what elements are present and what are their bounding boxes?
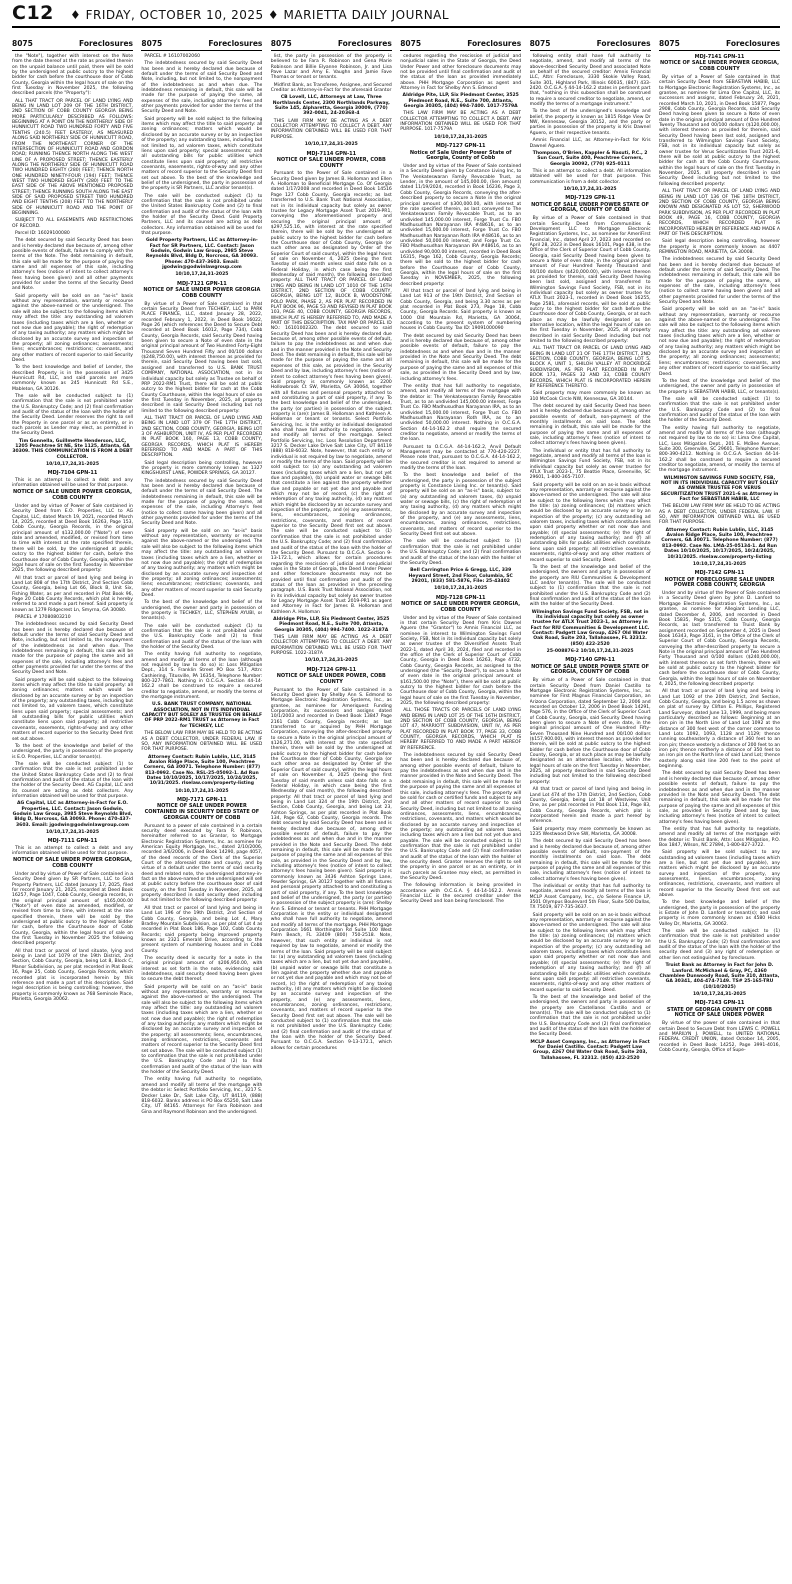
- classification-header: [530, 38, 651, 51]
- notice-signature: AG Capital, LLC as Attorney-in-Fact for E.O. Properties, LLC. Contact: Jason Godwin, Godwin Law Group, 3985 Steve Reynolds Blvd, Bldg D, Norcross, GA 30093. Phone: 470-437-3603. Email: jgodwin@godwinlawgroup.com: [12, 801, 133, 828]
- notice-paragraph: Said legal description being controlling, however the property is more commonly known as 4407 REMINGTON ROAD, MARIETTA, GA 30008.: [659, 239, 780, 255]
- notice-heading: STATE OF GEORGIA COUNTY OF COBB NOTICE OF SALE UNDER POWER: [666, 1006, 773, 1019]
- notice-paragraph: The indebtedness secured by said Security Deed has been and is hereby declared due because of default under the terms of said Security Deed and Note, including, but not limited to, the nonpayment of the indebtedness as and when due. The indebtedness remaining in default, this sale will be made for the purpose of paying the same, all expenses of the sale, including attorney's fees and other payments provided for under the terms of the Security Deed and Note.: [141, 61, 263, 115]
- notice-paragraph: Said property may more commonly be known as 1235 Westwood Drive SW, Marietta, GA 30008.: [529, 826, 651, 837]
- notice-paragraph: ALL THAT TRACT OR PARCEL OF LAND LYING AND BEING IN LAND LOT 21 OF THE 17TH DISTRICT, 2ND SECTION, COBB COUNTY, GEORGIA, BEING LOT 5, BLOCK A, UNIT 1, SHILOH VALLEY AT ROCKRIDGE SUBDIVISION, AS PER PLAT RECORDED IN PLAT BOOK 173, PAGES 32 AND 33, COBB COUNTY RECORDS, WHICH PLAT IS INCORPORATED HEREIN BY REFERENCE THERETO.: [529, 346, 651, 389]
- notice-heading: NOTICE OF SALE UNDER POWER CONTAINED IN SECURITY DEED STATE OF GEORGIA COUNTY OF COBB: [144, 803, 260, 821]
- notice-paragraph: The sale will be conducted subject (1) to confirmation that the sale is not prohibited under the U.S. Bankruptcy Code and (2) to final confirmation and audit of the status of the loan with the holder of the Security Deed.: [141, 623, 263, 650]
- notice-paragraph: Midfirst Bank, as Transferee, Assignee, and Secured Creditor as Attorney-in-Fact for the aforesaid Grantor: [270, 82, 392, 94]
- notice-paragraph: All that tract or parcel of land lying and being in Land Lot 474 of the 17th District, 2nd Section, Cobb County, Georgia, being Lot 18 of Westview, Unit One, as per plat recorded in Plat Book 114, Page 83, Cobb County, Georgia Records, which plat is incorporated herein and made a part hereof by reference.: [529, 787, 651, 825]
- notice-paragraph: THIS LAW FIRM MAY BE ACTING AS A DEBT COLLECTOR ATTEMPTING TO COLLECT A DEBT. ANY INFORMATION OBTAINED WILL BE USED FOR THAT PURPOSE.: [270, 118, 392, 140]
- notice-signature: Gold Property Partners, LLC as Attorney-in-Fact for SR Partners, LLC. Contact: Jason Godwin, Godwin Law Group, 2985 Steve Reynolds Blvd, Bldg D, Norcross, GA 30093. Phone: 470-437-3603. Email: jgodwin@godwinlawgroup.com: [145, 238, 258, 271]
- notice-paragraph: SUBJECT TO ALL EASEMENTS AND RESTRICTIONS OF RECORD.: [12, 218, 133, 229]
- notice-paragraph: ALL THAT TRACT OR PARCEL OF LAND LYING AND BEING IN LAND LOT 136 OF THE 18TH DISTRICT, 2ND SECTION OF COBB COUNTY, GEORGIA BEING KNOWN AND DESIGNATED AS LOT 52, SHERWOOD PARK SUBDIVISION, AS PER PLAT RECORDED IN PLAT BOOK 49, PAGE 16, COBB COUNTY, GEORGIA RECORDS, WHICH RECORDED PLAT IS INCORPORATED HEREIN BY REFERENCE AND MADE A PART OF THIS DESCRIPTION.: [659, 189, 780, 237]
- notice-paragraph: Pursuant to the Power of Sale contained in a Security Deed given by James B. Holloman and Ellen A. Holloman to Beneficial Mortgage Co. Of Georgia dated 1/17/2008 and recorded in Deed Book 14516 Page 127 Cobb County, Georgia records; as last transferred to U.S. Bank Trust National Association, not in its individual capacity but solely as owner trustee for Legacy Mortgage Asset Trust 2019-PR1, conveying the aforementioned property and securing the original principal amount of $297,525.16, with interest at the rate specified therein, there will be sold by the undersigned at public outcry to the highest bidder for cash before the Courthouse door of Cobb County, Georgia (or such other area as designated by Order of the Superior Court of said county), within the legal hours of sale on November 4, 2025 (being the first Tuesday of said month unless said date falls on a Federal Holiday, in which case being the first Wednesday of said month), the following described property: ALL THAT TRACT OR PARCEL OF LAND LYING AND BEING IN LAND LOT 1010 OF THE 16TH DISTRICT, 2ND SECTION OF COBB COUNTY, GEORGIA, BEING LOT 12, BLOCK B, WOODSTONE POLO PARK, PHASE 2, AS PER PLAT RECORDED IN PLAT BOOK 96, PAGE 53 AND REVISED IN PLAT BOOK 103, PAGE 40, COBB COUNTY, GEORGIA RECORDS, WHICH PLAT IS HEREBY REFERRED TO, AND MADE A PART OF THIS DESCRIPTION. TAX MAP OR PARCEL ID NO.: 16101002320. The debt secured to said Security Deed has been and is hereby declared due because of, among other possible events of default, failure to pay the indebtedness as and when due and in the manner provided in the Note and Security Deed. The debt remaining in default, this sale will be made for the purpose of paying the same and all expenses of this sale, as provided in the Security Deed and by law, including attorney's fees (notice of intent to collect attorney's fees having been given). Said property is commonly known as 2200 Hollowbrook Ct SW, Marietta, GA 30064, together with all fixtures and personal property attached to and constituting a part of said property, if any. To the best knowledge and belief of the undersigned, the party (or parties) in possession of the subject property is (are): James B. Holloman and Kathleen A. Holloman or tenant or tenants. Select Portfolio Servicing, Inc. is the entity or individual designated who shall have full authority to negotiate, amend and modify all terms of the mortgage. Select Portfolio Servicing, Inc. Loss Resolution Department 3217 S. Decker Lake Drive Salt Lake City, UT 84119 (888) 818-6032. Note, however, that such entity or individual is not required by law to negotiate, amend or modify the terms of the loan. Said property will be sold subject to: (a) any outstanding ad valorem taxes (including taxes which are a lien, but not yet due and payable), (b) unpaid water or sewage bills that constitute a lien against the property whether due and payable or not yet due and payable and which may not be of record, (c) the right of redemption of any taxing authority, (d) any matters which might be disclosed by an accurate survey and inspection of the property, and (e) any assessments, liens, encumbrances, zoning ordinances, restrictions, covenants, and matters of record superior to the Security Deed first set out above. The sale will be conducted subject to (1) confirmation that the sale is not prohibited under the U.S. Bankruptcy Code; and (2) final confirmation and audit of the status of the loan with the holder of the Security Deed. Pursuant to O.C.G.A. Section 9-13-172.1, which allows for certain procedures regarding the rescission of judicial and nonjudicial sales in the State of Georgia, the Deed Under Power and other foreclosure documents may not be provided until final confirmation and audit of the status of the loan as provided in the preceding paragraph. U.S. Bank Trust National Association, not in its individual capacity but solely as owner trustee for Legacy Mortgage Asset Trust 2019-PR1 as agent and Attorney in Fact for James B. Holloman and Kathleen A. Holloman: [270, 171, 392, 615]
- notice-paragraph: The sale will be conducted subject (1) to confirmation that the sale is not prohibited under the U.S. Bankruptcy Code and (2) to final confirmation and audit of the status of the loan with the holder of the Security Deed.: [659, 396, 780, 424]
- notice-column: [141, 38, 262, 1572]
- notice-column: [659, 38, 780, 1572]
- notice-paragraph: To the best of the knowledge and belief of the undersigned, the owner and party in possession of the property is TECHKEY, LLC, STEPHEN AYUBI, or tenants(s).: [141, 600, 263, 622]
- notice-column: [400, 38, 521, 1572]
- date-line: ♦ FRIDAY, OCTOBER 10, 2025 ♦ MARIETTA DAILY JOURNAL: [70, 8, 450, 22]
- notice-id: MDJ-7121 GPN-11: [177, 280, 227, 287]
- notice-id: MDJ-7129 GPN-11: [565, 195, 615, 202]
- notice-paragraph: Pursuant to the Power of Sale contained in a Security Deed given by Shelby Ann S. Edmond to Mortgage Electronic Registration Systems, Inc., as grantee, as nominee for Ameriquest Funding Corporation, its successors and assigns dated 10/1/2003 and recorded in Deed Book 13847 Page 2161 Cobb County, Georgia records; as last transferred to or acquired by PHH Mortgage Corporation, conveying the after-described property to secure a Note in the original principal amount of $126,271.00, with interest at the rate specified therein, there will be sold by the undersigned at public outcry to the highest bidder for cash before the Courthouse door of Cobb County, Georgia (or such other area as designated by Order of the Superior Court of said county), within the legal hours of sale on November 4, 2025 (being the first Tuesday of said month unless said date falls on a Federal Holiday, in which case being the first Wednesday of said month), the following described property: All that tract or parcel of land lying and being in Land Lot 324 of the 19th District, 2nd Section, Cobb County, Georgia, and being Lot 23, Ashton Springs, as per plat recorded in Plat Book 134, Page 62, Cobb County, Georgia records. The debt secured by said Security Deed has been and is hereby declared due because of, among other possible events of default, failure to pay the indebtedness as and when due and in the manner provided in the Note and Security Deed. The debt remaining in default, this sale will be made for the purpose of paying the same and all expenses of this sale, as provided in the Security Deed and by law, including attorney's fees (notice of intent to collect attorney's fees having been given). Said property is commonly known as 3436 Ashton Springs Lane, Powder Springs, GA 30127 together with all fixtures and personal property attached to and constituting a part of said property, if any. To the best knowledge and belief of the undersigned, the party (or parties) in possession of the subject property is (are): Shelby Ann S. Edmond or tenant or tenants. PHH Mortgage Corporation is the entity or individual designated who shall have full authority to negotiate, amend and modify all terms of the mortgage. PHH Mortgage Corporation 1661 Worthington Rd Suite 100 West Palm Beach, FL 33409 (800) 750-2518. Note, however, that such entity or individual is not required by law to negotiate, amend or modify the terms of the loan. Said property will be sold subject to: (a) any outstanding ad valorem taxes (including taxes which are a lien, but not yet due and payable), (b) unpaid water or sewage bills that constitute a lien against the property whether due and payable or not yet due and payable and which may not be of record, (c) the right of redemption of any taxing authority, (d) any matters which might be disclosed by an accurate survey and inspection of the property, and (e) any assessments, liens, encumbrances, zoning ordinances, restrictions, covenants, and matters of record superior to the Security Deed first set out above. The sale will be conducted subject to (1) confirmation that the sale is not prohibited under the U.S. Bankruptcy Code; and (2) final confirmation and audit of the status of the loan with the holder of the Security Deed. Pursuant to O.C.G.A. Section 9-13-172.1, which allows for certain procedures: [270, 687, 392, 1051]
- notice-heading: NOTICE OF FORECLOSURE SALE UNDER POWER COBB COUNTY, GEORGIA: [664, 576, 775, 589]
- notice-heading: NOTICE OF SALE UNDER POWER, COBB COUNTY: [276, 673, 386, 685]
- notice-paragraph: list, the party in possession of the property is believed to be Fara R. Robinson and Gena Marie Robinson and Billie Elyanne Robinson, Jr. and Lisa Pave Lazar and Amy E. Vaughn and Jamie Fave Thomas or tenant or tenants.: [270, 54, 392, 81]
- notice-signature: Aldridge Pite, LLP, Six Piedmont Center, 3525 Piedmont Road, N.E., Suite 700, Atlanta, Georgia 30305, (404) 994-7400. 1017-7579A: [402, 93, 519, 110]
- notice-text: [12, 54, 133, 1002]
- run-dates: 10/10,17,24,31-2025: [45, 830, 100, 835]
- notice-paragraph: The entity having full authority to negotiate, amend and modify all terms of the mortgage with the debtor is: Select Portfolio Servicing, Inc., 3217 S. Decker Lake Dr., Salt Lake City, UT 84119, (888) 818-6032. Banks address is PO Box 65250, Salt Lake City, UT 84165. Attorneys for Fara Robinson and Gina and Raymond Robinson and the undersigned.: [141, 1077, 263, 1115]
- notice-column: [12, 38, 133, 1572]
- notice-paragraph: Said property will be sold subject to the following items which may affect the title to said property: all zoning ordinances; matters which would be disclosed by an accurate survey or by an inspection of the property; any outstanding taxes, including but not limited to, ad valorem taxes, which constitute liens upon said property; special assessments; and all outstanding bills for public utilities which constitute liens upon said property; all restrictive covenants, easements, rights-of-way and any other matters of record superior to the Security Deed first set out above.: [12, 677, 133, 742]
- classification-title: Foreclosures: [726, 39, 780, 48]
- notice-paragraph: Said property will be sold on an "as-is" basis without any representation, warranty or recourse against the above-named or the undersigned. The sale will also be subject to the following items which may affect the title: any outstanding ad valorem taxes (including taxes which are a lien, whether or not now due and payable); the right of redemption of any taxing authority; any matters which might be disclosed by an accurate survey and inspection of the property; all zoning ordinances; assessments; liens; encumbrances; restrictions; covenants, and any other matters of record superior to said Security Deed.: [12, 293, 133, 363]
- notice-paragraph: The debt secured by said Security Deed has been and is hereby declared due because of, among other possible events of default, non-payment of the monthly installments on said loan. The debt remaining in default, this sale will be made for the purpose of paying the same and all expenses of sale, including attorney's fees (notice of intent to collect attorney's fees having been given).: [529, 403, 651, 447]
- notice-paragraph: To the best of the undersigned's knowledge and belief, the property is known as 1815 Ridge View Dr NW, Kennesaw, Georgia 30152, and the party or parties in possession of the property is Kris Dawnel Aguero, or their respective tenants.: [529, 109, 651, 136]
- notice-paragraph: Pursuant to a power of sale contained in a certain security deed executed by Fara R. Robinson, hereinafter referred to as Grantor, to Mortgage Electronic Registration Systems, Inc. as nominee for American Equity Mortgage, Inc., dated 2/10/2006, recorded 3/6/2006, in Deed Book 14290, page 4057, of the deed records of the Clerk of the Superior Court of the aforesaid state and county, and by virtue of a default under the terms of said security deed and related note, the undersigned attorney-in-fact on the above-named or the undersigned will sell at public outcry before the courthouse door of said county, on the first Tuesday in November, 2025, all property described in said security deed including but not limited to the following described property:: [141, 823, 263, 904]
- notice-signature: U.S. BANK TRUST COMPANY, NATIONAL ASSOCIATION, NOT IN ITS INDIVIDUAL CAPACITY BUT SOLELY AS TRUSTEE ON BEHALF OF PRP 2022-RM1 TRUST as Attorney in Fact for TECHKEY, LLC: [141, 702, 263, 729]
- run-dates: 10/10,17,24,31-2025: [304, 658, 358, 664]
- classification-number: 8075: [270, 39, 292, 48]
- notice-id: MDJ-7111 GPN-11: [47, 838, 98, 845]
- notice-paragraph: THE BELOW LAW FIRM MAY BE HELD TO BE ACTING AS A DEBT COLLECTOR, UNDER FEDERAL LAW. IF SO, ANY INFORMATION OBTAINED WILL BE USED FOR THAT PURPOSE.: [659, 504, 780, 526]
- notice-paragraph: The entity having full authority to negotiate, amend and modify all terms of the loan (although not required by law to do so) is: Loss Mitigation Dept., 314 S. Franklin Street PO Box 517, Attn: Cashiering, Titusville, PA 16354, Telephone Number: 800-327-7861. Nothing in O.C.G.A. Section 44-14-162.2 shall be construed to require a secured creditor to negotiate, amend, or modify the terms of the mortgage instrument.: [141, 652, 263, 701]
- notice-paragraph: The debt secured by said Security Deed has been and is hereby declared due because of, among other possible events of default, failure to comply with the terms of the Note. The debt remaining in default, this sale will be made for the purpose of paying the same and all expenses of this sale, including attorney's fees (notice of intent to collect attorney's fees having been given) and all other payments provided for under the terms of the Security Deed and Note.: [12, 238, 133, 292]
- notice-paragraph: All that tract or parcel of land lying and being in Land Lot 808 of the 17th District, 2nd Section Cobb County, Georgia, being Lot 66, Block B, Unit Six, Fishing Water, as per and recorded in Plat Book 96, Page 20 Cobb County Records, which plat is hereby referred to and made a part hereof. Said property is known as 1279 Ridgecrest Ln, Smyrna, GA 30080.: [12, 575, 133, 613]
- classification-number: 8075: [659, 39, 680, 48]
- notice-signature: CB Lovell, LLC, Attorneys at Law, Three Northlands Center, 2300 Northlands Parkway, Suite 145, Alpharetta, Georgia 30009, (770) 392-0041, 24-20368-4: [272, 95, 390, 117]
- notice-id: MDJ-7141 GPN-11: [694, 54, 745, 60]
- masthead: [12, 2, 780, 28]
- run-dates: 10:10,17,24,31-2025: [692, 561, 747, 567]
- run-dates: 10/10,17,24,31-2025: [434, 586, 488, 592]
- classification-header: [271, 38, 392, 51]
- notice-paragraph: This is an attempt to collect a debt. All information obtained will be used for that purpose. This communication is from a debt collector.: [529, 168, 651, 185]
- notice-signature: Attorney Contact: Rubin Lublin, LLC, 3145 Avalon Ridge Place, Suite 100, Peachtree Corners, GA 30071. Telephone Number: (877) 813-0992. Case No. RSL-25-05092-1. Ad Run Dates 10/10/2025, 10/17/2025, 10/24/2025, 10/31/2025. rlselaw.com/property-listing: [143, 754, 261, 787]
- notice-text: [141, 54, 262, 1115]
- notice-paragraph: PARCEL # 17080803210: [15, 614, 71, 620]
- notice-signature: Attorney Contact: Rubin Lublin, LLC, 3145 Avalon Ridge Place, Suite 100, Peachtree Corners, GA 30071. Telephone Number: (877) 813-0992. Case No. LMA-25-05134-1. Ad Run Dates 10/10/2025, 10/17/2025, 10/24/2025, 10/31/2025. rlselaw.com/property-listing: [661, 527, 778, 560]
- notice-paragraph: The sale will be conducted subject to (1) confirmation that the sale is not prohibited under the U.S. Bankruptcy Code; and (2) final confirmation and audit of the status of the loan with the holder of the Security Deed.: [400, 539, 522, 566]
- notice-paragraph: Said property will be sold on an as-is basis without any representation, warranty or recourse against the above-named or the undersigned. The sale will also be subject to the following items which may affect the title: (a) zoning ordinances; (b) matters which would be disclosed by an accurate survey or by an inspection of the property; (c) any outstanding ad valorem taxes, including taxes which constitute liens upon said property whether or not now due and payable; (d) special assessments; (e) the right of redemption of any taxing authority; and (f) all outstanding bills for public utilities which constitute liens upon said property; all restrictive covenants, easements, rights-of-way and any other matters of record superior to said Security Deed.: [529, 482, 651, 563]
- notice-paragraph: THE BELOW LAW FIRM MAY BE HELD TO BE ACTING AS A DEBT COLLECTOR, UNDER FEDERAL LAW. IF SO, ANY INFORMATION OBTAINED WILL BE USED FOR THAT PURPOSE.: [141, 731, 263, 753]
- classification-title: Foreclosures: [467, 39, 522, 48]
- notice-paragraph: All that tract or parcel of land lying and being in Land Lot 913 of the 19th District, 2nd Section of Cobb County, Georgia, and being 3.30 acres as per plat recorded in Plat Book 273, Page 18, Cobb County, Georgia Records. Said property is known as 1000 Old Mountain Rd, Marietta, GA 30064, according to the present system of numbering houses in Cobb County. Tax ID: 19091000090: [400, 289, 522, 332]
- notice-id: MDJ-7128 GPN-11: [435, 594, 486, 601]
- notice-heading: NOTICE OF SALE UNDER POWER GEORGIA COBB COUNTY: [143, 287, 261, 299]
- notice-id: MDJ-7114 GPN-11: [306, 150, 357, 157]
- notice-paragraph: Under and by virtue of the Power of Sale contained in a Security Deed given by John D. Lanford to Mortgage Electronic Registration Systems, Inc., as grantee, as nominee for Allegiant Lending LLC, dated December 4, 2006, and recorded in Deed Book 15835, Page 5315, Cobb County, Georgia Records, as last transferred to Truist Bank by assignment recorded on September 4, 2025 in Deed Book 16343, Page 3161, in the Office of the Clerk of Superior Court of Cobb County, Georgia Records, conveying the after-described property to secure a Note in the original principal amount of Two Hundred Forty Thousand and 0/100 dollars ($240,000.00), with interest thereon as set forth therein, there will be sold at public outcry to the highest bidder for cash before the courthouse door of Cobb County, Georgia, within the legal hours of sale on November 4, 2025, the following described property:: [659, 591, 780, 687]
- notice-paragraph: Pursuant to O.C.G.A. 44-14-162.2, Anvil Default Management may be contacted at 770-420-2227. Please note that, pursuant to O.C.G.A. 44-14-162.2, the secured creditor is not required to amend or modify the terms of the loan.: [400, 444, 522, 471]
- notice-paragraph: The sale will be conducted subject (1) to confirmation that the sale is not prohibited under the United States Bankruptcy Code and (2) to final confirmation and audit of the status of the loan with the holder of the Security Deed. AG Capital, LLC and its counsel are acting as debt collectors. Any information obtained will be used for that purpose.: [12, 761, 133, 799]
- run-dates: 25-008876-2 10/10,17,24,31-2025: [546, 649, 634, 654]
- notice-paragraph: THIS LAW FIRM MAY BE ACTING AS A DEBT COLLECTOR ATTEMPTING TO COLLECT A DEBT. ANY INFORMATION OBTAINED WILL BE USED FOR THAT PURPOSE. 1022-3187A: [270, 635, 392, 657]
- classification-number: 8075: [400, 39, 422, 48]
- classification-header: [659, 38, 780, 51]
- notice-heading: NOTICE OF SALE UNDER POWER GEORGIA, COBB COUNTY: [12, 489, 133, 502]
- notice-paragraph: This is an attempt to collect a debt and any information obtained will be used for that purpose.: [12, 477, 133, 489]
- notice-id: MDJ-7143 GPN-11: [694, 1000, 745, 1007]
- notice-paragraph: Said property will be sold on an as-is basis without any representation, warranty or recourse against the above-named or the undersigned. The sale will also be subject to the following items which may affect the title: (a) zoning ordinances; (b) matters which would be disclosed by an accurate survey or by an inspection of the property; (c) any outstanding ad valorem taxes, including taxes which constitute liens upon said property whether or not now due and payable; (d) special assessments; (e) the right of redemption of any taxing authority; and (f) all outstanding bills for public utilities which constitute liens upon said property; all restrictive covenants, easements, rights-of-way and any other matters of record superior to said Security Deed.: [529, 912, 651, 993]
- run-dates: 10/10,17,24,31-2025: [563, 186, 617, 192]
- notice-paragraph: Under and by virtue of Power of Sale contained in Security Deed from E.O. Properties, LLC to AG Capital, LLC, dated March 19, 2021, recorded March 14, 2025, recorded at Deed Book 16263, Page 153, Cobb County, Georgia Records, in the original principal amount of $132,000.00 ("Note") of even date and amended, modified, or revised from time to time with interest at the rate specified therein, there will be sold, by the undersigned at public outcry to the highest bidder for cash, before the Courthouse door of Cobb County, Georgia, within the legal hours of sale on the first Tuesday in November 2025, the following described property:: [12, 504, 133, 574]
- notice-signature: Aldridge Pite, LLP, Six Piedmont Center, 3525 Piedmont Road, N.E., Suite 700, Atlanta, Georgia 30305, (404) 994-7400. 1022-3187A: [273, 616, 390, 633]
- notice-paragraph: The debt secured by said Security Deed has been and is hereby declared due because of, among other possible events of default, failure to pay the indebtedness as and when due and in the manner provided in the Note and Security Deed. The debt remaining in default, this sale will be made for the purpose of paying the same and all expenses of this sale, as provided in the Security Deed and by law, including attorney's fees.: [400, 333, 522, 382]
- notice-paragraph: The sale will be conducted subject (1) to confirmation that the sale is not prohibited under the United States Bankruptcy Code and (2) to final confirmation and audit of the status of the loan with the holder of the Security Deed. Gold Property Partners, LLC and its counsel are acting as debt collectors. Any information obtained will be used for that purpose.: [141, 193, 263, 236]
- run-dates: 10/10,17,24,31-2025: [304, 142, 358, 148]
- classification-number: 8075: [529, 39, 551, 48]
- notice-paragraph: Said property will be sold on an "as-is" basis without any representation, warranty or recourse against the above-named or the undersigned. The sale will also be subject to the following items which may affect the title: any outstanding ad valorem taxes (including taxes which are a lien, whether or not now due and payable); the right of redemption of any taxing authority; any matters which might be disclosed by an accurate survey and inspection of the property; all zoning ordinances; assessments; liens; encumbrances; restrictions; covenants, and any other matters of record superior to said Security Deed.: [141, 528, 263, 598]
- notice-paragraph: By virtue of a Power of Sale contained in that certain Security Deed from TECHKEY, LLC to PARK PLACE FINANCE, LLC, dated January 28, 2022, recorded February 1, 2022, in Deed Book 16022, Page 26 (which references the Deed to Secure Debt recorded at Deed Book 16012, Page 734), Cobb County, Georgia Records, said Security Deed having been given to secure a Note of even date in the original principal amount of Two Hundred Forty-Eight Thousand Seven Hundred Fifty and 00/100 dollars ($248,750.00), with interest thereon as provided for therein, said Security Deed having been last sold, assigned and transferred to U.S. BANK TRUST COMPANY, NATIONAL ASSOCIATION, not in its individual capacity but solely as Trustee on behalf of PRP 2022-RM1 Trust, there will be sold at public outcry to the highest bidder for cash at the Cobb County Courthouse, within the legal hours of sale on the first Tuesday in November, 2025, all property described in said Security Deed including but not limited to the following described property:: [141, 301, 263, 414]
- notice-paragraph: PARCEL # 16107002060: [144, 54, 200, 59]
- notice-paragraph: The sale will be conducted subject to (1) confirmation that the sale is not prohibited under the U.S. Bankruptcy Code; (2) final confirmation and audit of the status of the loan with the holder of the security deed and (3) any right of redemption or other lien not extinguished by foreclosure.: [659, 929, 780, 961]
- notice-id: MDJ-7104 GPN-11: [47, 470, 98, 477]
- notice-paragraph: The debt secured by said Security Deed has been and is hereby declared due because of, among other possible events of default, non-payment of the monthly installments on said loan. The debt remaining in default, this sale will be made for the purpose of paying the same and all expenses of this sale, including attorney's fees (notice of intent to collect attorney's fees having been given).: [529, 839, 651, 882]
- notice-paragraph: ALL THAT TRACT OR PARCEL OF LAND LYING AND BEING IN LAND LOT 209 OF THE 16TH DISTRICT, 2ND SECTION OF COBB COUNTY GEORGIA BEING MORE PARTICULARLY DESCRIBED AS FOLLOWS: BEGINNING AT A POINT ON THE NORTHERLY SIDE OF HUNNICUTT ROAD TWO HUNDRED FORTY AND FIVE TENTHS (240.5) FEET EASTERLY, AS MEASURED ALONG SAID NORTHERLY SIDE OF HUNNICUTT ROAD, FROM THE NORTHEAST CORNER OF THE INTERSECTION OF HUNNICUTT ROAD AND GORDON ROAD; RUNNING THENCE NORTH ALONG THE WEST LINE OF A PROPOSED STREET; THENCE EASTERLY ALONG THE NORTHERLY SIDE OF HUNNICUTT ROAD TWO HUNDRED EIGHTY (280) FEET; THENCE NORTH ONE HUNDRED NINETY-FOUR (194) FEET; THENCE WEST TWO HUNDRED EIGHTY (280) FEET TO THE EAST SIDE OF THE ABOVE MENTIONED PROPOSED STREET; THENCE RUNNING SOUTH ALONG THE EAST SIDE OF SAID PROPOSED STREET TWO HUNDRED AND EIGHT TENTHS (208) FEET TO THE NORTHERLY SIDE OF HUNNICUTT ROAD AND THE POINT OF BEGINNING.: [12, 98, 133, 216]
- run-dates: 10/10,17,24,31-2025: [45, 462, 100, 468]
- notice-paragraph: All that tract or parcel of land situate, lying and being in Land Lot 1079 of the 19th District, 2nd Section, Cobb County, Georgia, being Lot 8, Block C, Manor Subdivision, as per plat recorded in Plat Book 16, Page 25, Cobb County, Georgia Records, which recorded plat is incorporated herein by this reference and made a part of this description. Said legal description is being controlling; however, the property is commonly known as 768 Seminole Place, Marietta, Georgia 30062.: [12, 948, 133, 1002]
- notice-paragraph: The indebtedness secured by said Security Deed has been and is hereby declared due because of, among other possible events of default, failure to pay the indebtedness as and when due and in the manner provided in the Note and Security Deed. The debt remaining in default, this sale will be made for the purpose of paying the same and all expenses of this sale, including attorney's fees. The property will be sold for cash or certified funds and subject to any and all other matters of record superior to said Security Deed, including but not limited to all zoning ordinances, assessments, liens, encumbrances, restrictions, covenants, and matters which would be disclosed by an accurate survey and inspection of the property; any outstanding ad valorem taxes, including taxes which are a lien but not yet due and payable. The sale will be conducted subject to (1) confirmation that the sale is not prohibited under the U.S. Bankruptcy Code and (2) final confirmation and audit of the status of the loan with the holder of the security deed. Grantor reserves the right to sell the property in one parcel or as an entirety, or in such parcels as Grantee may elect, as permitted in the Security Deed.: [400, 753, 522, 881]
- notice-paragraph: The indebtedness secured by said Security Deed has been and is hereby declared due because of default under the terms of said Security Deed. The indebtedness remaining in default, this sale will be made for the purpose of paying the same, all expenses of the sale, including attorney's fees (notice to collect same having been given) and all other payments provided for under the terms of the Security Deed and Note.: [659, 257, 780, 306]
- notice-column: [530, 38, 651, 1572]
- notice-signature: Tim Gonnella, Guillmette Henderson, LLC, 1205 Peachtree St NE, Ste 1125, Atlanta, GA 30309. THIS COMMUNICATION IS FROM A DEBT COLLECTOR.: [12, 438, 133, 460]
- notice-paragraph: All that tract or parcel of land lying and being in Land Lot 196 of the 19th District, 2nd Section of Cobb County, Georgia, and being Lot 4, Mary Bradley Mountain Subdivision, as per plat of Lot 4 as recorded in Plat Book 186, Page 102, Cobb County Records; said property being improved property known as 2321 Emerald Drive, according to the present system of numbering houses and in Cobb County.: [141, 905, 263, 954]
- classification-header: [400, 38, 521, 51]
- notice-paragraph: Said property will be sold subject to the following items which may affect the title to said property: all zoning ordinances; matters which would be disclosed by an accurate survey or by an inspection of the property; any outstanding taxes, including but not limited to, ad valorem taxes, which constitute liens upon said property; special assessments; and all outstanding bills for public utilities which constitute liens upon said property; all restrictive covenants, easements, rights-of-way and any other matters of record superior to the Security Deed first set out above. To the best of the knowledge and belief of the undersigned, the party in possession of the property is SR Partners, LLC and/or tenant(s).: [141, 116, 263, 192]
- notice-text: [400, 54, 521, 905]
- notice-id: MDJ-7171 GPN-11: [177, 796, 227, 803]
- run-dates: 10/10,17,24,31-2025: [175, 272, 229, 278]
- notice-id: MDJ-7124 GPN-11: [306, 666, 357, 673]
- notice-paragraph: By virtue of the power of sale contained in that certain Deed to Secure Debt from LEWIS C. POWELL and MARILYN J. POWELL, to UNITED NATIONAL FEDERAL CREDIT UNION, dated October 14, 2005, recorded in Deed Book 14252, Page 3991-4016, Cobb County, Georgia, Office of Supe-: [659, 1021, 780, 1053]
- notice-paragraph: The debt secured by said Security Deed has been and is hereby declared due because of, among other possible events of default, failure to pay the indebtedness as and when due and in the manner provided in the Note and Security Deed. The debt remaining in default, this sale will be made for the purpose of paying the same and all expenses of this sale, as provided in Security Deed and by law, including attorney's fees (notice of intent to collect attorney's fees having been given).: [659, 771, 780, 825]
- notice-paragraph: the "Note"), together with interest on the Note from the date thereof at the rate as provided therein on the unpaid balance until paid, there will be sold by the undersigned at public outcry to the highest bidder for cash before the courthouse door of Cobb County, Georgia within the legal hours of sale on the first Tuesday in November 2025, the following described parcels (the "Property"):: [12, 54, 133, 97]
- notice-paragraph: By virtue of a Power of Sale contained in that certain Security Deed from Communities & Development LLC to Mortgage Electronic Registration Systems, Inc., as nominee for AmeriFirst Financial, Inc., dated April 27, 2023 and recorded on April 28, 2023 in Deed Book 16101, Page 438, in the Office of the Clerk of Superior Court of Cobb County, Georgia, said Security Deed having been given to secure a Note of even date, in the original principal amount of Four Hundred Twenty Thousand and 00/100 dollars ($420,000.00), with interest thereon as provided for therein, said Security Deed having been last sold, assigned and transferred to Wilmington Savings Fund Society, FSB, not in its individual capacity but solely as owner trustee for ATLX Trust 2023-1, recorded in Deed Book 16255, Page 2581, aforesaid records, will be sold at public outcry to the highest bidder for cash before the Courthouse door of Cobb County, Georgia, or at such place as may be lawfully designated as an alternative location, within the legal hours of sale on the first Tuesday in November, 2025, all property described in said Security Deed including but not limited to the following described property:: [529, 216, 651, 345]
- notice-paragraph: Said property will be sold subject to any outstanding ad valorem taxes (including taxes which are a lien, but not yet due and payable), any matters which might be disclosed by an accurate survey and inspection of the property, any assessments, liens, encumbrances, zoning ordinances, restrictions, covenants, and matters of record superior to the Security Deed first set out above.: [659, 850, 780, 899]
- notice-heading: NOTICE OF SALE UNDER POWER GEORGIA, COBB COUNTY: [659, 60, 780, 73]
- notice-paragraph: By virtue of a Power of Sale contained in that certain Security Deed from Daniel Castillo to Mortgage Electronic Registration Systems, Inc., as nominee for First Magnus Financial Corporation, an Arizona Corporation, dated September 12, 2006 and recorded on October 12, 2006 in Deed Book 14291, Page 576, in the Office of the Clerk of Superior Court of Cobb County, Georgia, said Security Deed having been given to secure a Note of even date, in the original principal amount of One Hundred Fifty-Seven Thousand Nine Hundred and 00/100 dollars ($157,900.00), with interest thereon as provided for therein, will be sold at public outcry to the highest bidder for cash before the Courthouse door of Cobb County, Georgia, or at such place as may be lawfully designated as an alternative location, within the legal hours of sale on the first Tuesday in November, 2025, all property described in said Security Deed including but not limited to the following described property:: [529, 678, 651, 785]
- notice-paragraph: To the best of the knowledge and belief of the undersigned, the owners and party in possession of the property are Castellanos Castillo and or tenant(s). The sale will be conducted subject to (1) confirmation that the sale is not prohibited under the U.S. Bankruptcy Code and (2) final confirmation and audit of the status of the loan with the holder of the Security Deed.: [529, 994, 651, 1038]
- notice-paragraph: The indebtedness secured by said Security Deed has been and is hereby declared due because of default under the terms of said Security Deed and Note, including, but not limited to, the nonpayment of the indebtedness as and when due. The indebtedness remaining in default, this sale will be made for the purpose of paying the same and all expenses of the sale, including attorney's fees and other payments provided for under the terms of the Security Deed and Note.: [12, 622, 133, 676]
- notice-paragraph: The entity having full authority to negotiate, amend and modify all terms of the loan (although not required by law to do so) is: Lima One Capital, LLC, Loss Mitigation Dept., 201 E. McBee Avenue, Suite 300, Greenville, SC 29601, Telephone Number: 800-390-4212. Nothing in O.C.G.A. Section 44-14-162.2 shall be construed to require a secured creditor to negotiate, amend, or modify the terms of the mortgage instrument.: [659, 425, 780, 474]
- notice-paragraph: Under and by virtue of Power of Sale contained in a Security Deed given by SR Partners, LLC to Gold Property Partners, LLC dated January 17, 2025, filed for record January 21, 2025, recorded at Deed Book 16257, Page 1047, Cobb County, Georgia records, in the original principal amount of $165,000.00 ("Note") of even date as amended, modified, or revised from time to time, with interest at the rate specified therein, there will be sold by the undersigned at public outcry to the highest bidder for cash, before the Courthouse door of Cobb County, Georgia, within the legal hours of sale on the first Tuesday in November 2025 the following described property:: [12, 871, 133, 947]
- notice-paragraph: following entity shall have full authority to negotiate, amend, and modify all terms of the above-described Security Deed and associated Note on behalf of the secured creditor: Amnis Financial LLC, Attn: Foreclosure, 3330 Skokie Valley Road, Suite 301, Highland Park, Illinois 60035, (847) 433-2420. O.C.G.A. § 44-14-162.2 states in pertinent part that, "nothing in this subsection shall be construed to require a secured creditor to negotiate, amend, or modify the terms of a mortgage instrument.": [529, 54, 651, 108]
- notice-paragraph: The individual or entity that has full authority to negotiate, amend and modify all terms of the loan is Wilmington Savings Fund Society, FSB, not in its individual capacity but solely as owner trustee for ATLX Trust 2023-1, 75 Beattie Place, Greenville, SC 29601, 1-800-365-7107.: [529, 448, 651, 481]
- notice-paragraph: The individual or entity that has full authority to negotiate, amend and modify all terms of the loan is MCLP Asset Company, Inc., c/o Selene Finance LP, 3501 Olympus Boulevard 5th Floor, Suite 500 Dallas, TX 75019, 877-735-3637.: [529, 884, 651, 911]
- notice-heading: NOTICE OF SALE UNDER POWER GEORGIA, COBB COUNTY: [401, 600, 521, 613]
- notice-paragraph: All that tract or parcel of land lying and being in Land Lot 1092 of the 20th District, 2nd Section, Cobb County, Georgia, and being 1.5 acres as shown on plat of survey by Clifton E. Phillips, Registered Land Surveyor, dated June 13, 1999, and being more particularly described as follows: Beginning at an iron pin in the North Line of Land Lot 1092 at the distance of 300 feet west of the corner common to Land Lots 1092, 1093, 1128 and 1129; thence running southeasterly a distance of 360 feet to an iron pin; thence westerly a distance of 200 feet to an iron pin; thence northerly a distance of 350 feet to an iron pin on the North line of said Land Lot; thence easterly along said line 200 feet to the point of beginning.: [659, 689, 780, 770]
- notice-signature: Truist Bank as Attorney in Fact for John D. Lanford. McMichael & Gray, PC, 4360 Chamblee Dunwoody Road, Suite 310, Atlanta, GA 30341, 404-474-7149. TS# 25-165-TRU (10/10/2025): [659, 963, 780, 990]
- classification-number: 8075: [12, 39, 33, 48]
- notice-paragraph: The sale will be conducted subject to (1) confirmation that the sale is not prohibited under the U.S. Bankruptcy Code; and (2) final confirmation and audit of the status of the loan with the holder of the Security Deed. Lender reserves the right to sell the Property in one parcel or as an entirety, or in such parcels as Lender may elect, as permitted in the Security Deed.: [12, 393, 133, 437]
- classification-title: Foreclosures: [79, 39, 133, 48]
- notice-paragraph: To the best of the knowledge and belief of the undersigned, the owner and party in possession of the property is SEBASTIAN HABIB, LLC, or tenants(s).: [659, 378, 780, 395]
- notice-paragraph: Amnis Financial LLC, as Attorney-in-Fact for Kris Dawnel Aguero.: [529, 138, 651, 149]
- notice-heading: NOTICE OF SALE UNDER POWER STATE OF GEORGIA, COUNTY OF COBB: [531, 201, 650, 214]
- notice-signature: MCLP Asset Company, Inc., as Attorney in Fact for Daniel Castillo. Contact: Padgett Law Group, 4267 Old Water Oak Road, Suite 203, Tallahassee, FL 32312. (850) 422-2520: [530, 1039, 650, 1061]
- notice-signature: Bell Carrington Price & Gregg, LLC, 339 Heyward Street, 2nd Floor, Columbia, SC 29201, (833) 581-5876, File: 25-43402: [408, 568, 513, 584]
- notice-paragraph: To the best knowledge and belief of Lender, the described Property is in the possession of 3425 Hunnicutt Rd, LLC, and said parcels are more commonly known as 245 Hunnicutt Rd S.E., Mableton, GA 30126.: [12, 365, 133, 392]
- legal-notice-columns: [12, 38, 780, 1572]
- notice-paragraph: Said property may more commonly be known as 310 McCook Circle NW, Kennesaw, GA 30144.: [529, 391, 651, 402]
- notice-paragraph: This is an attempt to collect a debt and any information obtained will be used for that purpose.: [12, 845, 133, 857]
- notice-paragraph: The entity that has full authority to negotiate, amend and modify all terms of the mortgage with the debtor is: Truist Bank, Attn: Loss Mitigation, P.O. Box 1847, Wilson, NC 27894, 1-800-827-3722.: [659, 826, 780, 848]
- notice-text: [271, 54, 392, 1051]
- classification-title: Foreclosures: [596, 39, 651, 48]
- notice-heading: NOTICE OF SALE UNDER POWER GEORGIA, COBB COUNTY: [12, 857, 133, 870]
- notice-heading: NOTICE OF SALE UNDER POWER, COBB COUNTY: [276, 156, 386, 169]
- notice-paragraph: The security deed is security for a note in the original principal amount of $206,950.00, with interest as set forth in the note, evidencing said indebtedness, said security deed having been given to secure the debt thereof.: [141, 955, 263, 983]
- run-dates: 10:10,17,24,31-2025: [175, 788, 229, 794]
- notice-heading: NOTICE OF SALE UNDER POWER STATE OF GEORGIA, COUNTY OF COBB: [531, 663, 650, 676]
- notice-paragraph: To the best knowledge and belief of the undersigned, the party in possession of the property is Estate of John D. Lanford or tenant(s); and said property is more commonly known as 4580 Hicks Valley Dr, Marietta, GA 30062.: [659, 900, 780, 927]
- notice-id: MDJ-7142 GPN-11: [694, 570, 745, 577]
- notice-paragraph: THIS LAW FIRM MAY BE ACTING AS A DEBT COLLECTOR ATTEMPTING TO COLLECT A DEBT. ANY INFORMATION OBTAINED WILL BE USED FOR THAT PURPOSE. 1017-7579A: [400, 111, 522, 133]
- notice-paragraph: Said property will be sold on an "as-is" basis without any representation, warranty or recourse against the above-named or the undersigned. The sale will also be subject to the following items which may affect the title: any outstanding ad valorem taxes (including taxes which are a lien, whether or not now due and payable); the right of redemption of any taxing authority; any matters which might be disclosed by an accurate survey and inspection of the property; all zoning ordinances; assessments; liens; encumbrances; restrictions; covenants, and any other matters of record superior to said Security Deed.: [659, 307, 780, 377]
- notice-paragraph: Under and by virtue of the Power of Sale contained in that certain Security Deed from Kris Dawnel Aguero (the "Grantor") to Amnis Financial LLC, as nominee in interest to Wilmington Savings Fund Society, FSB, Not in its individual capacity but solely as owner trustee of the Diversified Assets Trust 2022-1, dated April 30, 2024, filed and recorded in the office of the Clerk of Superior Court of Cobb County, Georgia in Deed Book 16263, Page 4732, Cobb County, Georgia Records, as assigned to the undersigned (the "Security Deed"), to secure a Note of even date in the original principal amount of $161,500.00 (the "Note"), there will be sold at public outcry to the highest bidder for cash before the Courthouse door of Cobb County, Georgia, within the legal hours of sale on the first Tuesday in November, 2025, the following described property:: [400, 615, 522, 706]
- classification-title: Foreclosures: [337, 39, 392, 48]
- notice-text: [530, 54, 651, 1061]
- notice-text: [659, 55, 780, 1053]
- notice-paragraph: ALL THOSE TRACTS OR PARCELS OF LAND LYING AND BEING IN LAND LOT 25 OF THE 16TH DISTRICT, 2ND SECTION OF COBB COUNTY, GEORGIA, BEING LOT 47, MARRIOTT SUBDIVISION, UNIT IV, AS PER PLAT RECORDED IN PLAT BOOK 77, PAGE 33, COBB COUNTY, GEORGIA RECORDS, WHICH PLAT IS HEREBY REFERRED TO AND MADE A PART HEREOF BY REFERENCE.: [400, 708, 522, 751]
- classification-header: [141, 38, 262, 51]
- notice-id: MDJ-7127 GPN-11: [435, 143, 486, 150]
- notice-paragraph: ALL THAT TRACT OR PARCEL OF LAND LYING AND BEING IN LAND LOT 379 OF THE 17TH DISTRICT, 2ND SECTION, COBB COUNTY, GEORGIA, BEING LOT 3 OF ASHBURTON, UNIT IV, AS PER PLAT RECORDED IN PLAT BOOK 160, PAGE 13, COBB COUNTY, GEORGIA RECORDS, WHICH PLAT IS HEREBY REFERRED TO AND MADE A PART OF THIS DESCRIPTION.: [141, 415, 263, 459]
- notice-paragraph: To the best knowledge and belief of the undersigned, the party in possession of the subject property is Constance Living Inc. or tenant(s). Said property will be sold on an "as-is" basis, subject to: (a) any outstanding ad valorem taxes, (b) unpaid water or sewage bills, (c) the right of redemption of any taxing authority, (d) any matters which might be disclosed by an accurate survey and inspection of the property, and (e) any assessments, liens, encumbrances, zoning ordinances, restrictions, covenants, and matters of record superior to the Security Deed first set out above.: [400, 473, 522, 538]
- notice-column: [271, 38, 392, 1572]
- notice-paragraph: Under and by virtue of the Power of Sale contained in a Security Deed given by Constance Living Inc, to The Venkateswaran Family Revocable Trust, as Lender, in the amount of 145,000.00, (lien amount) dated 11/19/2024, recorded in Book 16236, Page 3, Cobb County, Georgia Records, conveying the after-described property to secure a Note in the original principal amount of $300,000.00, with interest at the rate specified therein, as last conveyed to The Venkateswaran Family Revocable Trust, as to an undivided 145,000.00 interest, Forge Trust Co. FBO Madhusudhan Narayanan IRA #48616, as to an undivided 15,000.00 interest, Forge Trust Co. FBO Madhusudhan Narayanan Roth IRA #48616, as to an undivided 50,000.00 interest, and Forge Trust Co. FBO Madhusudhan Narayanan IRA #48616, as to an undivided 90,000.00 interest, recorded in Deed Book 16315, Page 162, Cobb County, Georgia Records; there will be sold to the highest bidder for cash before the Courthouse door of Cobb County, Georgia, within the legal hours of sale on the first Tuesday in NOVEMBER, 2025, the following described property:: [400, 164, 522, 287]
- notice-paragraph: Parcel ID: 16029100080: [15, 231, 70, 236]
- notice-paragraph: cedures regarding the rescission of judicial and nonjudicial sales in the State of Georgia, the Deed Under Power and other foreclosure documents may not be provided until final confirmation and audit of the status of the loan as provided immediately above. PHH Mortgage Corporation as agent and Attorney in Fact for Shelby Ann S. Edmond: [400, 54, 522, 92]
- notice-paragraph: To the best of the knowledge and belief of the undersigned, the party in possession of the property is E.O. Properties, LLC and/or tenant(s).: [12, 743, 133, 760]
- run-dates: 10/10,17,24,31-2025: [692, 991, 747, 997]
- notice-paragraph: The indebtedness secured by said Security Deed has been and is hereby declared due because of default under the terms of said Security Deed. The indebtedness remaining in default, this sale will be made for the purpose of paying the same, all expenses of the sale, including Attorney's fees (notice to collect same having been given) and all other payments provided for under the terms of the Security Deed and Note.: [141, 478, 263, 527]
- notice-paragraph: Said property will be sold on an "as-is" basis without any representation, warranty or recourse against the above-named or the undersigned. The sale will also be subject to the following items which may affect the title: any outstanding ad valorem taxes (including taxes which are a lien, whether or not now due and payable); the right of redemption of any taxing authority; any matters which might be disclosed by an accurate survey and inspection of the property; all assessments; liens, encumbrances, zoning ordinances, restrictions, covenants and matters of record superior to the Security Deed first set out above. The sale will be conducted subject (1) to confirmation that the sale is not prohibited under the U.S. Bankruptcy Code and (2) to final confirmation and audit of the status of the loan with the holder of the Security Deed.: [141, 984, 263, 1076]
- notice-paragraph: The following information is being provided in accordance with O.C.G.A. § 44-14-162.2. Amnis Financial LLC is the secured creditor under the Security Deed and loan being foreclosed. The: [400, 883, 522, 905]
- notice-paragraph: Said legal description being controlling, however the property is more commonly known as 1327 KINGSHURST LANE, POWDER SPRINGS, GA 30127.: [141, 460, 263, 477]
- classification-header: [12, 38, 133, 51]
- notice-id: MDJ-7140 GPN-11: [565, 657, 615, 664]
- classification-title: Foreclosures: [208, 39, 263, 48]
- notice-paragraph: By virtue of a Power of Sale contained in that certain Security Deed from SEBASTIAN HABIB, LLC to Mortgage Electronic Registration Systems, Inc., as grantee, as nominee for Lima One Capital, LLC, its successors and assigns, dated February 24, 2021, recorded March 10, 2021, in Deed Book 15877, Page 2908, Cobb County, Georgia Records, said Security Deed having been given to secure a Note of even date in the original principal amount of One Hundred Twenty Thousand and 00/100 dollars ($120,000.00), with interest thereon as provided for therein, said Security Deed having been last sold, assigned and transferred to Wilmington Savings Fund Society, FSB, not in its individual capacity but solely as owner trustee for Verus Securitization Trust 2021-6, there will be sold at public outcry to the highest bidder for cash at the Cobb County Courthouse, within the legal hours of sale on the first Tuesday in November, 2025, all property described in said Security Deed including but not limited to the following described property:: [659, 74, 780, 187]
- notice-heading: Notice of Sale Under Power State of Georgia, County of Cobb: [409, 149, 512, 162]
- page-number: C12: [12, 2, 54, 24]
- run-dates: 10/10,17,24,31-2025: [434, 134, 488, 140]
- notice-paragraph: The entity that has full authority to negotiate, amend, and modify all terms of the mortgage with the debtor is: The Venkateswaran Family Revocable Trust, as to an undivided 145,000.00 interest, Forge Trust Co. FBO Madhusudhan Narayanan IRA, as to an undivided 15,000.00 interest, Forge Trust Co. FBO Madhusudhan Narayanan Roth IRA, as to an undivided 50,000.00 interest. Nothing in O.C.G.A. Section 44-14-162.2 shall require the secured creditor to negotiate, amend or modify the terms of the loan.: [400, 383, 522, 443]
- notice-signature: WILMINGTON SAVINGS FUND SOCIETY, FSB, NOT IN ITS INDIVIDUAL CAPACITY BUT SOLELY AS OWNER TRUSTEE FOR VERUS SECURITIZATION TRUST 2021-6 as Attorney in Fact for SEBASTIAN HABIB, LLC: [660, 475, 779, 503]
- notice-paragraph: To the best of the knowledge and belief of the undersigned, the owners and party in possession of the property are RIU Communities & Development LLC and/or tenant(s). The sale will be conducted subject to (1) confirmation that the sale is not prohibited under the U.S. Bankruptcy Code and (2) final confirmation and audit of the status of the loan with the holder of the Security Deed.: [529, 564, 651, 608]
- notice-signature: Wilmington Savings Fund Society, FSB, not in its individual capacity but solely as owner trustee for ATLX Trust 2023-1, as Attorney in Fact for RIU Communities & Development LLC. Contact: Padgett Law Group, 4267 Old Water Oak Road, Suite 203, Tallahassee, FL 32312. (850) 422-2520: [530, 609, 650, 647]
- notice-signature: Thompson, O'Brien, Kappler & Nasuti, P.C., 2 Sun Court, Suite 400, Peachtree Corners, Georgia 30092, (770) 925-0111: [532, 150, 648, 167]
- classification-number: 8075: [141, 39, 163, 48]
